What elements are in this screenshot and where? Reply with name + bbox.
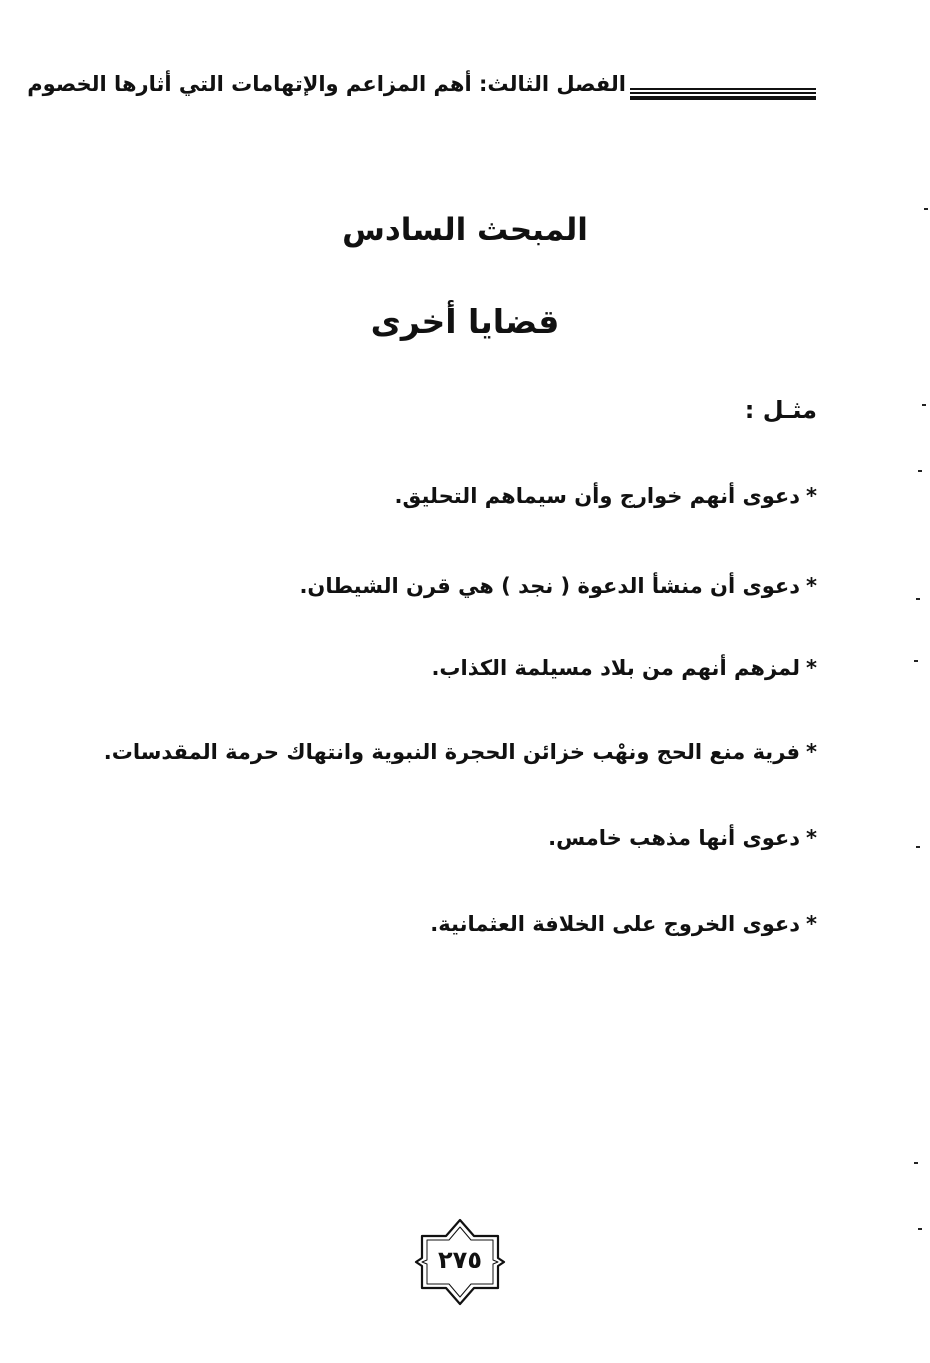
- bullet-asterisk: *: [806, 484, 817, 508]
- bullet-asterisk: *: [806, 740, 817, 764]
- bullet-asterisk: *: [806, 574, 817, 598]
- scan-speck: [922, 404, 926, 406]
- list-item-text: دعوى أنهم خوارج وأن سيماهم التحليق.: [394, 484, 801, 508]
- list-item-text: دعوى أن منشأ الدعوة ( نجد ) هي قرن الشيطان.: [299, 574, 801, 598]
- header-rule: [630, 88, 816, 90]
- running-header: [27, 70, 816, 106]
- bullet-asterisk: *: [806, 826, 817, 850]
- scan-speck: [918, 1228, 922, 1230]
- header-rule: [630, 96, 816, 100]
- page-number: ٢٧٥: [438, 1246, 482, 1274]
- bullet-asterisk: *: [806, 912, 817, 936]
- list-item-text: لمزهم أنهم من بلاد مسيلمة الكذاب.: [431, 656, 801, 680]
- list-item: [548, 826, 817, 850]
- scan-speck: [916, 846, 920, 848]
- scan-speck: [916, 598, 920, 600]
- list-intro: مثـل :: [744, 396, 817, 424]
- scan-speck: [918, 470, 922, 472]
- running-title: الفصل الثالث: أهم المزاعم والإتهامات التي أثارها الخصوم: [27, 72, 626, 96]
- page-number-badge: [412, 1216, 508, 1308]
- header-rule: [630, 92, 816, 94]
- scan-speck: [914, 660, 918, 662]
- scan-speck: [914, 1162, 918, 1164]
- list-item: [104, 740, 817, 764]
- list-item: [431, 656, 817, 680]
- bullet-asterisk: *: [806, 656, 817, 680]
- section-subtitle: قضايا أخرى: [370, 302, 560, 341]
- list-item: [395, 484, 817, 508]
- list-item-text: دعوى أنها مذهب خامس.: [548, 826, 801, 850]
- list-item: [299, 574, 817, 598]
- list-item: [430, 912, 817, 936]
- section-title: المبحث السادس: [342, 212, 588, 248]
- scan-speck: [924, 208, 928, 210]
- list-item-text: فرية منع الحج ونهْب خزائن الحجرة النبوية وانتهاك حرمة المقدسات.: [103, 740, 801, 764]
- list-item-text: دعوى الخروج على الخلافة العثمانية.: [430, 912, 801, 936]
